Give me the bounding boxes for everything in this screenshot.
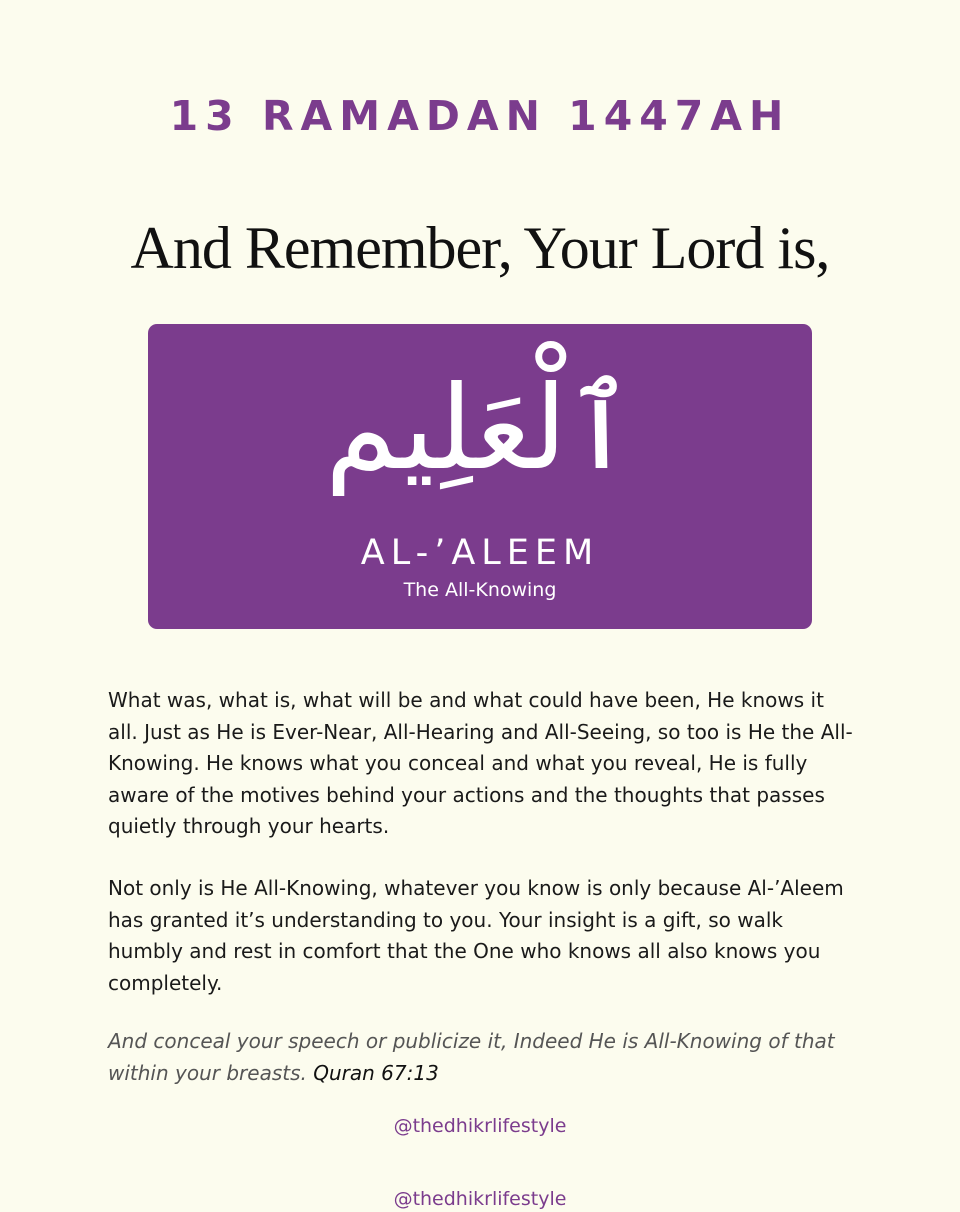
name-meaning: The All-Knowing	[403, 579, 557, 601]
name-transliteration: AL-’ALEEM	[360, 533, 600, 573]
social-handle: @thedhikrlifestyle	[393, 1115, 567, 1137]
social-handle-repeat: @thedhikrlifestyle	[393, 1188, 567, 1210]
arabic-calligraphy: ٱلْعَلِيم	[325, 361, 635, 496]
page-title: And Remember, Your Lord is,	[130, 215, 830, 281]
quote-text: And conceal your speech or publicize it, Indeed He is All-Knowing of that within your breasts.	[108, 1029, 835, 1085]
body-paragraph-1: What was, what is, what will be and what could have been, He knows it all. Just as He is Ever-Near, All-Hearing and All-Seeing, so too is He the All-Knowing. He knows what you conceal and what you reveal, He is fully aware of the motives behind your actions and the thoughts that passes quietly through your hearts.	[108, 688, 853, 838]
body-paragraph-2: Not only is He All-Knowing, whatever you know is only because Al-’Aleem has granted it’s understanding to you. Your insight is a gift, so walk humbly and rest in comfort that the One who knows all also knows you completely.	[108, 876, 844, 995]
date-heading: 13 RAMADAN 1447AH	[169, 92, 791, 140]
quote-reference: Quran 67:13	[313, 1060, 439, 1085]
quran-quote	[108, 1026, 858, 1089]
